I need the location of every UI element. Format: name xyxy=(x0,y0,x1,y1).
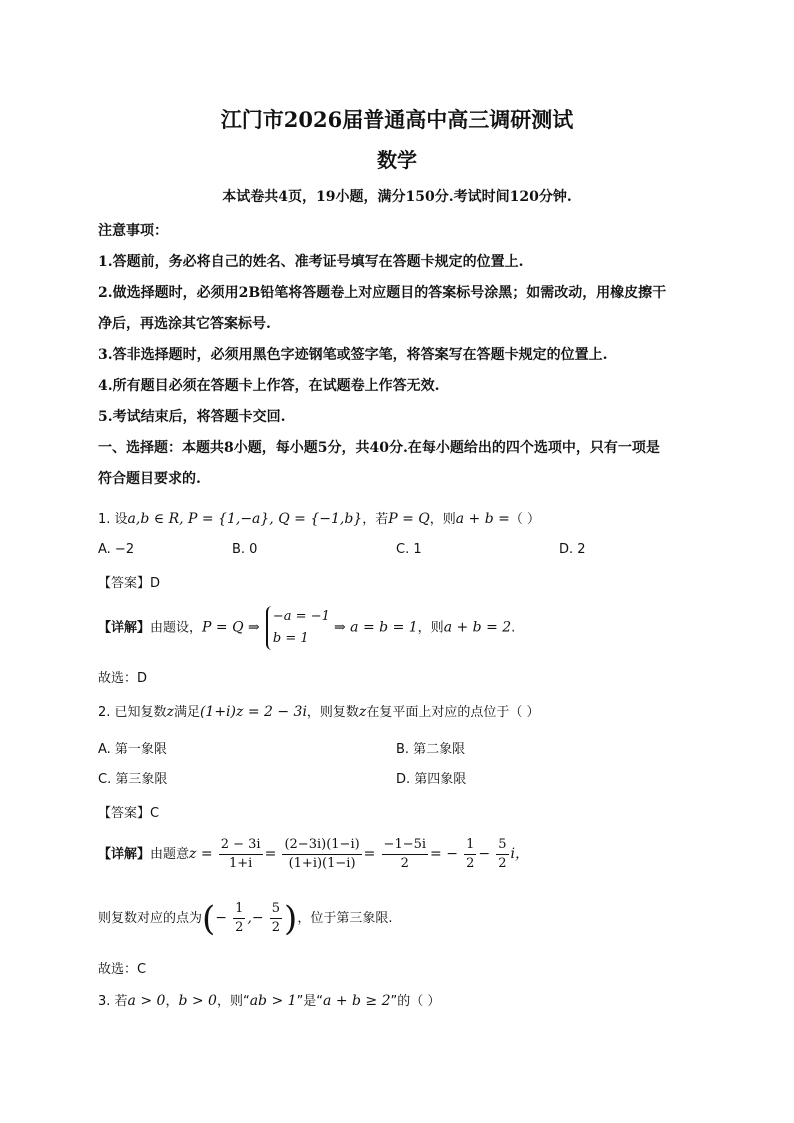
fraction xyxy=(464,836,476,873)
detail-pq: P = Q ⇒ xyxy=(202,619,260,636)
detail-text: 由题意 xyxy=(150,847,190,862)
note-item: 2.做选择题时，必须用2B铅笔将答题卷上对应题目的答案标号涂黑；如需改动，用橡皮擦干 xyxy=(98,285,667,301)
q2-z2: z xyxy=(358,704,367,720)
frac-den: 1+i xyxy=(229,856,253,871)
q1-paren: （ ） xyxy=(509,512,541,527)
q3-mid2: ”是“ xyxy=(296,994,324,1009)
q3-cond2: b > 0 xyxy=(178,993,217,1009)
q1-mid: ，若 xyxy=(362,512,389,527)
fraction xyxy=(270,900,282,937)
q1-answer: 【答案】D xyxy=(98,576,161,591)
point-end: ，位于第三象限. xyxy=(297,911,393,926)
detail-z-eq: z = xyxy=(189,846,213,862)
imag-unit: i， xyxy=(510,846,530,862)
option-d: D. 第四象限 xyxy=(396,772,467,787)
option-a: A. 第一象限 xyxy=(98,742,167,757)
point-text: 则复数对应的点为 xyxy=(98,911,203,926)
paren-open: ( xyxy=(202,898,216,939)
q2-answer: 【答案】C xyxy=(98,806,160,821)
frac-num: 1 xyxy=(233,900,245,919)
option-b: B. 第二象限 xyxy=(396,742,466,757)
notes-heading: 注意事项： xyxy=(98,223,168,239)
q3-cond1: a > 0 xyxy=(127,993,166,1009)
detail-result-sep: ，则 xyxy=(417,620,444,636)
frac-den: (1+i)(1−i) xyxy=(288,856,356,871)
option-c: C. 第三象限 xyxy=(98,772,168,787)
note-item: 4.所有题目必须在答题卡上作答，在试题卷上作答无效. xyxy=(98,378,440,394)
page-title: 江门市2026届普通高中高三调研测试 xyxy=(220,107,574,132)
frac-den: 2 xyxy=(466,856,475,871)
section-heading: 一、选择题：本题共8小题，每小题5分，共40分.在每小题给出的四个选项中，只有一项是 xyxy=(98,440,660,456)
q2-point xyxy=(98,900,718,937)
option-d: D. 2 xyxy=(559,542,586,557)
frac-num: 1 xyxy=(464,836,476,855)
fraction xyxy=(382,836,429,873)
q2-detail xyxy=(98,836,718,873)
detail-label: 【详解】 xyxy=(98,847,151,862)
detail-label: 【详解】 xyxy=(98,620,151,636)
frac-num: 5 xyxy=(270,900,282,919)
frac-den: 2 xyxy=(235,920,244,935)
q1-ask: a + b = xyxy=(455,511,510,527)
sys-eq-2: b = 1 xyxy=(272,631,309,646)
frac-den: 2 xyxy=(400,856,409,871)
subject-title: 数学 xyxy=(377,148,417,172)
frac-den: 2 xyxy=(498,856,507,871)
note-item: 1.答题前，务必将自己的姓名、准考证号填写在答题卡规定的位置上. xyxy=(98,254,524,270)
q1-choice: 故选：D xyxy=(98,671,148,686)
question-1 xyxy=(98,508,718,527)
option-b: B. 0 xyxy=(232,542,258,557)
frac-num: 5 xyxy=(496,836,508,855)
note-item: 5.考试结束后，将答题卡交回. xyxy=(98,409,286,425)
minus: − xyxy=(478,846,491,862)
note-item: 净后，再选涂其它答案标号. xyxy=(98,316,271,332)
q1-detail xyxy=(98,606,718,650)
question-3 xyxy=(98,990,718,1009)
q3-stmt2: a + b ≥ 2 xyxy=(323,993,391,1009)
equals: = xyxy=(363,846,376,862)
detail-end: . xyxy=(511,620,516,636)
equals-minus: = − xyxy=(430,846,458,862)
q1-prefix: 1. 设 xyxy=(98,512,128,527)
q2-mid2: ，则复数 xyxy=(306,705,359,720)
question-2 xyxy=(98,701,718,720)
detail-sum: a + b = 2 xyxy=(443,619,512,636)
fraction xyxy=(496,836,508,873)
q3-mid: ，则“ xyxy=(216,994,250,1009)
note-item: 3.答非选择题时，必须用黑色字迹钢笔或签字笔，将答案写在答题卡规定的位置上. xyxy=(98,347,608,363)
frac-num: 2 − 3i xyxy=(219,836,263,855)
q3-stmt1: ab > 1 xyxy=(249,993,297,1009)
option-a: A. −2 xyxy=(98,542,135,557)
minus: − xyxy=(215,910,228,926)
paren-close: ) xyxy=(284,898,298,939)
sys-eq-1: −a = −1 xyxy=(272,609,330,624)
frac-num: −1−5i xyxy=(382,836,429,855)
exam-info: 本试卷共4页，19小题，满分150分.考试时间120分钟. xyxy=(222,189,572,205)
q3-sep: ， xyxy=(165,994,179,1009)
fraction xyxy=(282,836,361,873)
fraction xyxy=(219,836,263,873)
option-c: C. 1 xyxy=(396,542,422,557)
equation-system xyxy=(266,606,330,650)
q1-eq: P = Q xyxy=(388,511,430,527)
section-heading-cont: 符合题目要求的. xyxy=(98,471,201,487)
q3-prefix: 3. 若 xyxy=(98,994,128,1009)
detail-result: ⇒ a = b = 1 xyxy=(334,619,418,636)
q2-eq: (1+i)z = 2 − 3i xyxy=(199,704,307,720)
equals: = xyxy=(264,846,277,862)
q2-z: z xyxy=(166,704,174,720)
q2-mid: 满足 xyxy=(173,705,200,720)
q2-end: 在复平面上对应的点位于（ ） xyxy=(366,705,540,720)
fraction xyxy=(233,900,245,937)
comma-minus: ,− xyxy=(247,910,264,926)
q3-end: ”的（ ） xyxy=(390,994,441,1009)
frac-den: 2 xyxy=(271,920,281,935)
frac-num: (2−3i)(1−i) xyxy=(282,836,361,855)
q1-mid2: ，则 xyxy=(429,512,456,527)
q2-prefix: 2. 已知复数 xyxy=(98,705,167,720)
q2-choice: 故选：C xyxy=(98,962,147,977)
q1-condition: a,b ∈ R, P = {1,−a}, Q = {−1,b} xyxy=(127,511,363,527)
detail-text: 由题设， xyxy=(150,620,203,636)
